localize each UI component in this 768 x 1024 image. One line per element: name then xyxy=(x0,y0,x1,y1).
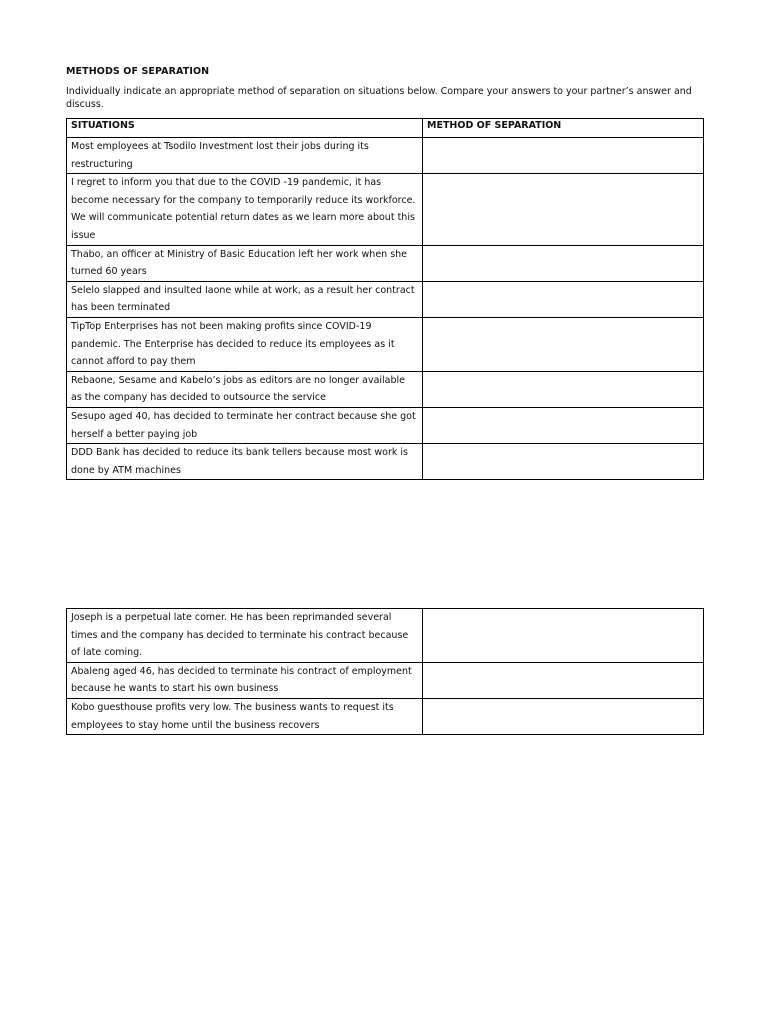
table-row xyxy=(67,245,704,281)
header-method: METHOD OF SEPARATION xyxy=(423,119,704,138)
table-row xyxy=(67,281,704,317)
instructions-text: Individually indicate an appropriate method of separation on situations below. Compare your answers to your partner’s answer and discuss. xyxy=(66,86,692,110)
situation-cell: Rebaone, Sesame and Kabelo’s jobs as editors are no longer available as the company has decided to outsource the service xyxy=(67,371,423,407)
separation-table-continued xyxy=(66,608,704,735)
method-answer-cell[interactable] xyxy=(423,317,704,371)
document-heading: METHODS OF SEPARATION xyxy=(66,66,210,77)
table-row xyxy=(67,317,704,371)
table-row xyxy=(67,407,704,443)
method-answer-cell[interactable] xyxy=(423,662,704,698)
table-row xyxy=(67,662,704,698)
table-row xyxy=(67,444,704,480)
method-answer-cell[interactable] xyxy=(423,281,704,317)
situation-cell: Kobo guesthouse profits very low. The business wants to request its employees to stay home until the business recovers xyxy=(67,698,423,734)
table-row xyxy=(67,698,704,734)
separation-table xyxy=(66,118,704,480)
method-answer-cell[interactable] xyxy=(423,407,704,443)
header-situations: SITUATIONS xyxy=(67,119,423,138)
method-answer-cell[interactable] xyxy=(423,609,704,663)
method-answer-cell[interactable] xyxy=(423,138,704,174)
situation-cell: Abaleng aged 46, has decided to terminate his contract of employment because he wants to start his own business xyxy=(67,662,423,698)
situation-cell: DDD Bank has decided to reduce its bank tellers because most work is done by ATM machines xyxy=(67,444,423,480)
table-row xyxy=(67,174,704,245)
table-row xyxy=(67,609,704,663)
method-answer-cell[interactable] xyxy=(423,174,704,245)
method-answer-cell[interactable] xyxy=(423,444,704,480)
situation-cell: Selelo slapped and insulted Iaone while at work, as a result her contract has been terminated xyxy=(67,281,423,317)
situation-cell: I regret to inform you that due to the COVID -19 pandemic, it has become necessary for the company to temporarily reduce its workforce. We will communicate potential return dates as we learn more about this issue xyxy=(67,174,423,245)
situation-cell: Sesupo aged 40, has decided to terminate her contract because she got herself a better paying job xyxy=(67,407,423,443)
method-answer-cell[interactable] xyxy=(423,698,704,734)
table-header-row xyxy=(67,119,704,138)
table-row xyxy=(67,138,704,174)
situation-cell: Thabo, an officer at Ministry of Basic Education left her work when she turned 60 years xyxy=(67,245,423,281)
situation-cell: Most employees at Tsodilo Investment lost their jobs during its restructuring xyxy=(67,138,423,174)
table-row xyxy=(67,371,704,407)
method-answer-cell[interactable] xyxy=(423,245,704,281)
situation-cell: Joseph is a perpetual late comer. He has been reprimanded several times and the company has decided to terminate his contract because of late coming. xyxy=(67,609,423,663)
situation-cell: TipTop Enterprises has not been making profits since COVID-19 pandemic. The Enterprise has decided to reduce its employees as it cannot afford to pay them xyxy=(67,317,423,371)
method-answer-cell[interactable] xyxy=(423,371,704,407)
